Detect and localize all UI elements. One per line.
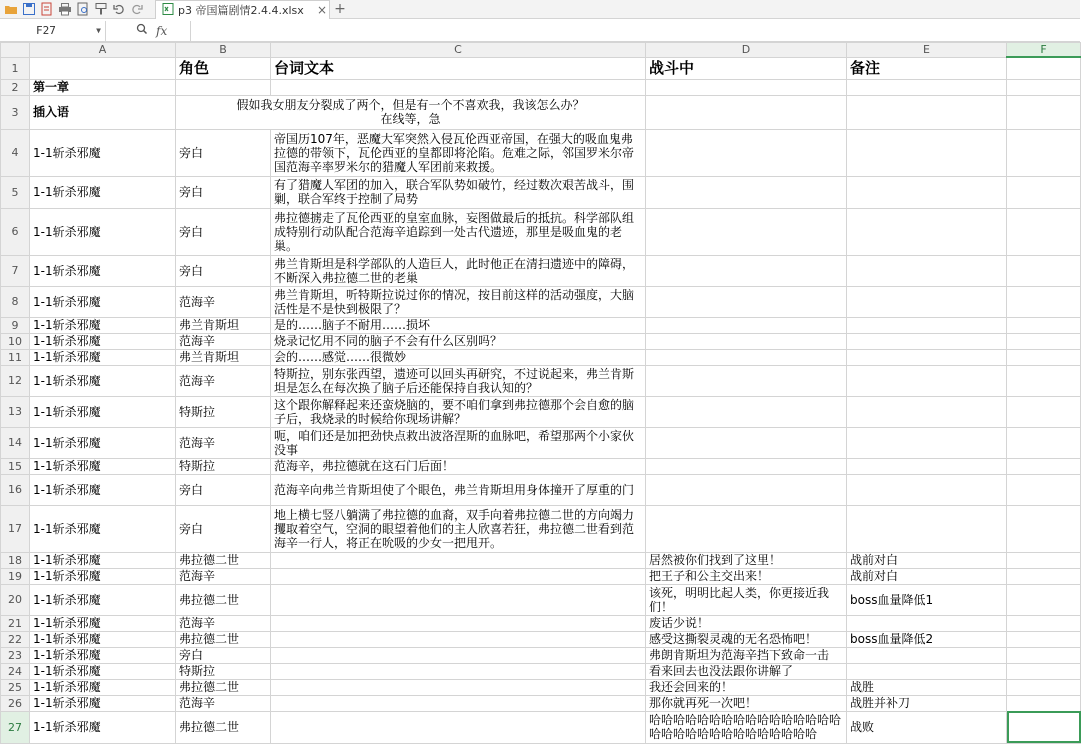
cell-f[interactable] [1007, 79, 1081, 95]
cell-f[interactable] [1007, 505, 1081, 552]
cell-d[interactable]: 那你就再死一次吧！ [646, 695, 847, 711]
table-row [1, 552, 1081, 568]
row-header[interactable]: 8 [1, 286, 30, 317]
cell-c[interactable]: 弗兰肯斯坦，听特斯拉说过你的情况，按目前这样的活动强度，大脑活性是不是快到极限了？ [271, 286, 646, 317]
cell-e[interactable]: 战前对白 [847, 552, 1007, 568]
cell-f[interactable] [1007, 427, 1081, 458]
row-header[interactable]: 26 [1, 695, 30, 711]
redo-icon[interactable] [129, 2, 144, 17]
select-all-corner[interactable] [1, 43, 30, 58]
cell-a[interactable] [30, 57, 176, 79]
cell-c[interactable] [271, 584, 646, 615]
cell-b[interactable]: 弗拉德二世 [176, 584, 271, 615]
print-icon[interactable] [57, 2, 72, 17]
cell-d[interactable] [646, 95, 847, 129]
cell-f[interactable] [1007, 365, 1081, 396]
table-row [1, 663, 1081, 679]
table-row [1, 647, 1081, 663]
cell-b[interactable]: 范海辛 [176, 427, 271, 458]
row-header[interactable]: 7 [1, 255, 30, 286]
table-row [1, 505, 1081, 552]
cell-a[interactable]: 1-1斩杀邪魔 [30, 458, 176, 474]
spreadsheet-file-icon [162, 3, 174, 18]
cell-a[interactable]: 1-1斩杀邪魔 [30, 365, 176, 396]
cell-c[interactable] [271, 679, 646, 695]
cell-b[interactable]: 特斯拉 [176, 663, 271, 679]
cell-d[interactable]: 把王子和公主交出来！ [646, 568, 847, 584]
cell-a[interactable]: 1-1斩杀邪魔 [30, 647, 176, 663]
cell-b[interactable]: 范海辛 [176, 365, 271, 396]
cell-a[interactable]: 1-1斩杀邪魔 [30, 711, 176, 743]
table-row [1, 176, 1081, 208]
cell-e[interactable] [847, 317, 1007, 333]
column-header-f[interactable]: F [1007, 43, 1081, 58]
cell-d[interactable]: 废话少说！ [646, 615, 847, 631]
save-icon[interactable] [21, 2, 36, 17]
cell-d[interactable] [646, 255, 847, 286]
cell-e[interactable]: 战胜 [847, 679, 1007, 695]
cell-c[interactable] [271, 568, 646, 584]
row-header[interactable]: 22 [1, 631, 30, 647]
table-row [1, 333, 1081, 349]
table-row [1, 286, 1081, 317]
row-header[interactable]: 10 [1, 333, 30, 349]
close-tab-icon[interactable]: × [316, 3, 328, 17]
cell-a[interactable]: 1-1斩杀邪魔 [30, 427, 176, 458]
cell-d[interactable] [646, 396, 847, 427]
cell-e[interactable] [847, 129, 1007, 176]
row-header[interactable]: 1 [1, 57, 30, 79]
cell-c[interactable] [271, 695, 646, 711]
cell-d[interactable] [646, 333, 847, 349]
table-row [1, 695, 1081, 711]
cell-c[interactable] [271, 631, 646, 647]
formula-input[interactable] [190, 21, 1080, 41]
cell-c[interactable]: 是的……脑子不耐用……损坏 [271, 317, 646, 333]
cell-b[interactable]: 弗兰肯斯坦 [176, 349, 271, 365]
export-pdf-icon[interactable] [39, 2, 54, 17]
cell-d[interactable] [646, 427, 847, 458]
cell-f[interactable] [1007, 458, 1081, 474]
cell-b[interactable] [176, 79, 271, 95]
cell-f[interactable] [1007, 631, 1081, 647]
cell-a[interactable]: 1-1斩杀邪魔 [30, 584, 176, 615]
cell-c[interactable]: 范海辛，弗拉德就在这石门后面！ [271, 458, 646, 474]
cell-b[interactable]: 特斯拉 [176, 458, 271, 474]
quick-access-toolbar [0, 0, 1080, 19]
cell-reference: F27 [36, 24, 56, 37]
cell-b[interactable]: 范海辛 [176, 695, 271, 711]
cell-f[interactable] [1007, 695, 1081, 711]
cell-f[interactable] [1007, 129, 1081, 176]
cell-d[interactable] [646, 129, 847, 176]
formula-bar [0, 20, 1080, 42]
table-row [1, 317, 1081, 333]
cell-c[interactable]: 会的……感觉……很微妙 [271, 349, 646, 365]
cell-e[interactable] [847, 663, 1007, 679]
cell-b[interactable]: 旁白 [176, 647, 271, 663]
cell-a[interactable]: 1-1斩杀邪魔 [30, 552, 176, 568]
table-row [1, 255, 1081, 286]
cell-f[interactable] [1007, 349, 1081, 365]
cell-e[interactable] [847, 427, 1007, 458]
cell-e[interactable] [847, 365, 1007, 396]
cell-c[interactable] [271, 79, 646, 95]
cell-b[interactable]: 特斯拉 [176, 396, 271, 427]
table-row [1, 57, 1081, 79]
column-header-row [1, 43, 1081, 58]
cell-d[interactable] [646, 365, 847, 396]
cell-c[interactable]: 呃，咱们还是加把劲快点救出波洛涅斯的血脉吧，希望那两个小家伙没事 [271, 427, 646, 458]
cell-e[interactable] [847, 396, 1007, 427]
cell-a[interactable]: 1-1斩杀邪魔 [30, 505, 176, 552]
cell-e[interactable] [847, 458, 1007, 474]
table-row [1, 615, 1081, 631]
cell-c[interactable]: 烧录记忆用不同的脑子不会有什么区别吗？ [271, 333, 646, 349]
table-row [1, 474, 1081, 505]
table-row [1, 631, 1081, 647]
document-tab[interactable] [155, 0, 330, 19]
table-row [1, 208, 1081, 255]
cell-d[interactable] [646, 317, 847, 333]
cell-f[interactable] [1007, 57, 1081, 79]
cell-e[interactable] [847, 505, 1007, 552]
cell-e[interactable]: boss血量降低2 [847, 631, 1007, 647]
cell-bc-merged[interactable]: 假如我女朋友分裂成了两个，但是有一个不喜欢我，我该怎么办？ 在线等，急 [176, 95, 646, 129]
row-header[interactable]: 16 [1, 474, 30, 505]
row-header[interactable]: 2 [1, 79, 30, 95]
cell-e[interactable] [847, 333, 1007, 349]
cell-a[interactable]: 1-1斩杀邪魔 [30, 568, 176, 584]
cell-f[interactable] [1007, 95, 1081, 129]
name-box-dropdown-icon[interactable]: ▼ [96, 25, 101, 35]
table-row [1, 711, 1081, 743]
cell-d[interactable] [646, 505, 847, 552]
cell-c[interactable]: 地上横七竖八躺满了弗拉德的血裔，双手向着弗拉德二世的方向竭力攫取着空气，空洞的眼望着他们的主人欣喜若狂，弗拉德二世看到范海辛一行人，将正在吮吸的少女一把甩开。 [271, 505, 646, 552]
cell-f[interactable] [1007, 584, 1081, 615]
cell-c[interactable]: 这个跟你解释起来还蛮烧脑的，要不咱们拿到弗拉德那个会自愈的脑子后，我烧录的时候给你现场讲解？ [271, 396, 646, 427]
row-header[interactable]: 3 [1, 95, 30, 129]
row-header[interactable]: 19 [1, 568, 30, 584]
cell-e[interactable] [847, 349, 1007, 365]
cell-e[interactable] [847, 176, 1007, 208]
cell-d[interactable]: 弗朗肯斯坦为范海辛挡下致命一击 [646, 647, 847, 663]
cell-c[interactable] [271, 663, 646, 679]
row-header[interactable]: 6 [1, 208, 30, 255]
insert-function-icon[interactable]: fx [156, 23, 168, 38]
cell-f[interactable] [1007, 711, 1081, 743]
cell-c[interactable]: 弗兰肯斯坦是科学部队的人造巨人，此时他正在清扫遗迹中的障碍，不断深入弗拉德二世的老巢 [271, 255, 646, 286]
cell-a[interactable]: 1-1斩杀邪魔 [30, 631, 176, 647]
row-header[interactable]: 12 [1, 365, 30, 396]
cell-b[interactable]: 范海辛 [176, 568, 271, 584]
cell-d[interactable] [646, 79, 847, 95]
cell-e[interactable] [847, 615, 1007, 631]
table-row [1, 79, 1081, 95]
cell-a[interactable]: 1-1斩杀邪魔 [30, 615, 176, 631]
cell-d[interactable]: 看来回去也没法跟你讲解了 [646, 663, 847, 679]
table-row [1, 365, 1081, 396]
column-header-b[interactable]: B [176, 43, 271, 58]
name-box[interactable] [0, 21, 106, 41]
cell-c[interactable]: 帝国历107年，恶魔大军突然入侵瓦伦西亚帝国，在强大的吸血鬼弗拉德的带领下，瓦伦西亚的皇都即将沦陷。危难之际，邻国罗米尔帝国范海辛率罗米尔的猎魔人军团前来救援。 [271, 129, 646, 176]
cell-b[interactable]: 弗拉德二世 [176, 552, 271, 568]
cell-f[interactable] [1007, 255, 1081, 286]
table-row [1, 129, 1081, 176]
cell-e[interactable]: boss血量降低1 [847, 584, 1007, 615]
cell-f[interactable] [1007, 679, 1081, 695]
cell-e[interactable] [847, 286, 1007, 317]
cell-e[interactable] [847, 208, 1007, 255]
row-header[interactable]: 23 [1, 647, 30, 663]
cell-a[interactable]: 1-1斩杀邪魔 [30, 317, 176, 333]
row-header[interactable]: 9 [1, 317, 30, 333]
cell-a[interactable]: 第一章 [30, 79, 176, 95]
cell-e[interactable]: 备注 [847, 57, 1007, 79]
cell-d[interactable]: 该死，明明比起人类，你更接近我们！ [646, 584, 847, 615]
cell-e[interactable] [847, 95, 1007, 129]
cell-c[interactable] [271, 615, 646, 631]
cell-b[interactable]: 弗拉德二世 [176, 711, 271, 743]
table-row [1, 568, 1081, 584]
cell-a[interactable]: 1-1斩杀邪魔 [30, 679, 176, 695]
column-header-e[interactable]: E [847, 43, 1007, 58]
row-header[interactable]: 11 [1, 349, 30, 365]
table-row [1, 458, 1081, 474]
row-header[interactable]: 27 [1, 711, 30, 743]
row-header[interactable]: 21 [1, 615, 30, 631]
cell-b[interactable]: 弗拉德二世 [176, 631, 271, 647]
format-painter-icon[interactable] [93, 2, 108, 17]
cell-b[interactable]: 弗兰肯斯坦 [176, 317, 271, 333]
row-header[interactable]: 25 [1, 679, 30, 695]
row-header[interactable]: 14 [1, 427, 30, 458]
cell-d[interactable] [646, 349, 847, 365]
cell-c[interactable]: 弗拉德掳走了瓦伦西亚的皇室血脉，妄图做最后的抵抗。科学部队组成特别行动队配合范海辛追踪到一处古代遗迹，那里是吸血鬼的老巢。 [271, 208, 646, 255]
cell-f[interactable] [1007, 208, 1081, 255]
cell-c[interactable] [271, 552, 646, 568]
cell-a[interactable]: 1-1斩杀邪魔 [30, 255, 176, 286]
cell-e[interactable] [847, 647, 1007, 663]
cell-d[interactable] [646, 474, 847, 505]
cell-a[interactable]: 1-1斩杀邪魔 [30, 695, 176, 711]
cell-f[interactable] [1007, 663, 1081, 679]
cell-d[interactable] [646, 208, 847, 255]
cell-b[interactable]: 范海辛 [176, 286, 271, 317]
cell-a[interactable]: 1-1斩杀邪魔 [30, 474, 176, 505]
row-header[interactable]: 18 [1, 552, 30, 568]
cell-e[interactable]: 战前对白 [847, 568, 1007, 584]
cell-a[interactable]: 1-1斩杀邪魔 [30, 349, 176, 365]
row-header[interactable]: 4 [1, 129, 30, 176]
column-header-d[interactable]: D [646, 43, 847, 58]
cell-e[interactable] [847, 255, 1007, 286]
column-header-a[interactable]: A [30, 43, 176, 58]
table-row [1, 349, 1081, 365]
cell-f[interactable] [1007, 474, 1081, 505]
cell-f[interactable] [1007, 176, 1081, 208]
cell-b[interactable]: 范海辛 [176, 615, 271, 631]
cell-b[interactable]: 旁白 [176, 208, 271, 255]
cell-f[interactable] [1007, 568, 1081, 584]
cell-a[interactable]: 1-1斩杀邪魔 [30, 208, 176, 255]
cell-f[interactable] [1007, 647, 1081, 663]
cell-b[interactable]: 旁白 [176, 255, 271, 286]
formula-tools [106, 23, 190, 38]
cell-d[interactable]: 居然被你们找到了这里！ [646, 552, 847, 568]
cell-e[interactable] [847, 474, 1007, 505]
table-row [1, 427, 1081, 458]
cell-f[interactable] [1007, 552, 1081, 568]
cell-b[interactable]: 旁白 [176, 505, 271, 552]
cell-f[interactable] [1007, 286, 1081, 317]
row-header[interactable]: 20 [1, 584, 30, 615]
cell-e[interactable]: 战败 [847, 711, 1007, 743]
cell-d[interactable]: 我还会回来的！ [646, 679, 847, 695]
cell-c[interactable]: 台词文本 [271, 57, 646, 79]
open-folder-icon[interactable] [3, 2, 18, 17]
cell-a[interactable]: 1-1斩杀邪魔 [30, 129, 176, 176]
cell-d[interactable] [646, 286, 847, 317]
new-tab-icon[interactable]: + [334, 1, 346, 17]
cell-c[interactable]: 特斯拉，别东张西望，遗迹可以回头再研究，不过说起来，弗兰肯斯坦是怎么在每次换了脑子后还能保持自我认知的？ [271, 365, 646, 396]
cell-a[interactable]: 1-1斩杀邪魔 [30, 396, 176, 427]
cell-f[interactable] [1007, 317, 1081, 333]
cell-c[interactable]: 范海辛向弗兰肯斯坦使了个眼色，弗兰肯斯坦用身体撞开了厚重的门 [271, 474, 646, 505]
cell-d[interactable]: 战斗中 [646, 57, 847, 79]
print-preview-icon[interactable] [75, 2, 90, 17]
cell-d[interactable] [646, 176, 847, 208]
document-tab-title: p3 帝国篇剧情2.4.4.xlsx [178, 4, 304, 17]
cell-c[interactable]: 有了猎魔人军团的加入，联合军队势如破竹，经过数次艰苦战斗，围剿，联合军终于控制了局势 [271, 176, 646, 208]
cell-d[interactable] [646, 458, 847, 474]
cell-f[interactable] [1007, 615, 1081, 631]
cell-d[interactable]: 哈哈哈哈哈哈哈哈哈哈哈哈哈哈哈哈哈哈哈哈哈哈哈哈哈哈哈哈哈哈 [646, 711, 847, 743]
cell-b[interactable]: 旁白 [176, 474, 271, 505]
table-row [1, 95, 1081, 129]
cell-c[interactable] [271, 711, 646, 743]
cell-b[interactable]: 范海辛 [176, 333, 271, 349]
cell-a[interactable]: 1-1斩杀邪魔 [30, 333, 176, 349]
row-header[interactable]: 15 [1, 458, 30, 474]
cell-b[interactable]: 旁白 [176, 129, 271, 176]
cell-f[interactable] [1007, 333, 1081, 349]
zoom-search-icon[interactable] [136, 23, 148, 38]
cell-e[interactable]: 战胜并补刀 [847, 695, 1007, 711]
cell-b[interactable]: 角色 [176, 57, 271, 79]
cell-c[interactable] [271, 647, 646, 663]
table-row [1, 679, 1081, 695]
cell-a[interactable]: 1-1斩杀邪魔 [30, 176, 176, 208]
table-row [1, 584, 1081, 615]
cell-b[interactable]: 旁白 [176, 176, 271, 208]
column-header-c[interactable]: C [271, 43, 646, 58]
cell-f[interactable] [1007, 396, 1081, 427]
cell-a[interactable]: 1-1斩杀邪魔 [30, 663, 176, 679]
cell-a[interactable]: 1-1斩杀邪魔 [30, 286, 176, 317]
row-header[interactable]: 24 [1, 663, 30, 679]
undo-icon[interactable] [111, 2, 126, 17]
row-header[interactable]: 5 [1, 176, 30, 208]
table-row [1, 396, 1081, 427]
row-header[interactable]: 17 [1, 505, 30, 552]
cell-b[interactable]: 弗拉德二世 [176, 679, 271, 695]
cell-d[interactable]: 感受这撕裂灵魂的无名恐怖吧！ [646, 631, 847, 647]
cell-a[interactable]: 插入语 [30, 95, 176, 129]
row-header[interactable]: 13 [1, 396, 30, 427]
cell-e[interactable] [847, 79, 1007, 95]
spreadsheet-grid [0, 42, 1080, 741]
